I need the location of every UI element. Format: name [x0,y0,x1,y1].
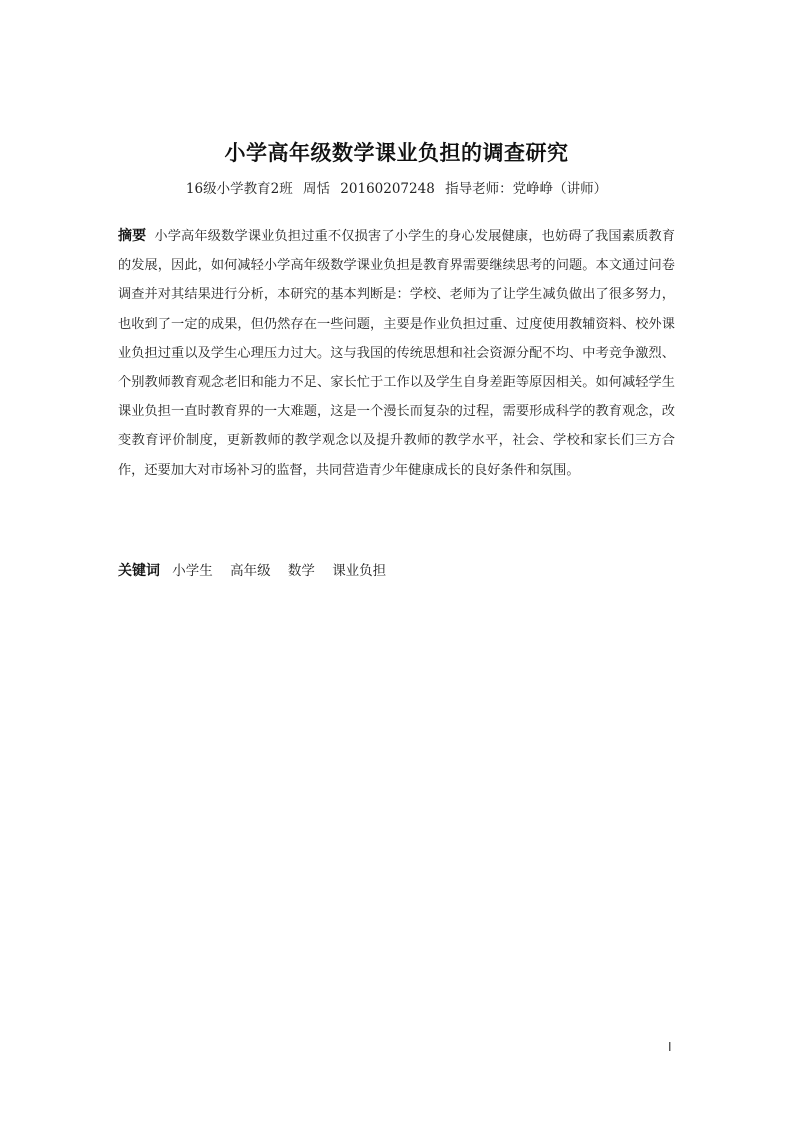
student-id: 20160207248 [340,181,435,197]
keyword: 课业负担 [332,563,387,579]
keywords-label: 关键词 [118,563,160,579]
keywords-section [118,559,675,583]
author-name: 周恬 [303,181,330,197]
keyword-list [172,563,399,579]
class-info: 16级小学教育2班 [185,181,293,197]
abstract-section [118,222,675,485]
advisor-info: 指导老师：党峥峥（讲师） [445,181,608,197]
keyword: 数学 [287,563,315,579]
author-byline [0,179,793,199]
page-number: I [668,1040,672,1054]
abstract-text: 小学高年级数学课业负担过重不仅损害了小学生的身心发展健康，也妨碍了我国素质教育的发展，因此，如何减轻小学高年级数学课业负担是教育界需要继续思考的问题。本文通过问卷调查并对其结果进行分析，本研究的基本判断是：学校、老师为了让学生减负做出了很多努力，也收到了一定的成果，但仍然存在一些问题，主要是作业负担过重、过度使用教辅资料、校外课业负担过重以及学生心理压力过大。这与我国的传统思想和社会资源分配不均、中考竞争激烈、个别教师教育观念老旧和能力不足、家长忙于工作以及学生自身差距等原因相关。如何减轻学生课业负担一直时教育界的一大难题，这是一个漫长而复杂的过程，需要形成科学的教育观念，改变教育评价制度，更新教师的教学观念以及提升教师的教学水平，社会、学校和家长们三方合作，还要加大对市场补习的监督，共同营造青少年健康成长的良好条件和氛围。 [118,229,676,478]
paper-title: 小学高年级数学课业负担的调查研究 [224,141,569,166]
abstract-label: 摘要 [118,228,147,244]
keyword: 高年级 [230,563,271,579]
keyword: 小学生 [172,563,213,579]
